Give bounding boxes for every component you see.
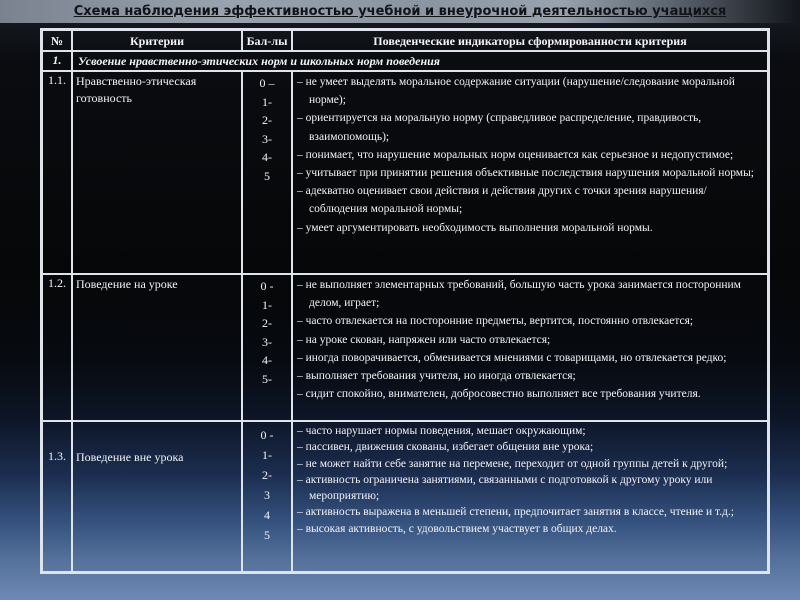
indicator-item: – на уроке скован, напряжен или часто отвлекается;	[297, 333, 551, 346]
score-value: 2-	[262, 316, 272, 330]
indicator-item: – иногда поворачивается, обменивается мнениями с товарищами, но отвлекается редко;	[297, 351, 727, 364]
title-band	[0, 0, 800, 23]
indicator-item: – часто отвлекается на посторонние предметы, вертится, постоянно отвлекается;	[297, 315, 694, 328]
indicators-cell	[293, 275, 767, 422]
score-value: 5	[264, 168, 270, 183]
col-header-score: Бал-лы	[243, 31, 293, 52]
col-header-criteria: Критерии	[73, 31, 243, 52]
score-cell	[243, 275, 293, 422]
criteria-cell: Нравственно-этическая готовность	[73, 72, 243, 275]
score-value: 5	[264, 528, 270, 542]
indicator-item: – адекватно оценивает свои действия и действия других с точки зрения нарушения/соблюдения моральной нормы;	[297, 185, 707, 216]
col-header-indicators: Поведенческие индикаторы сформированности критерия	[293, 31, 767, 52]
indicator-item: – учитывает при принятии решения объективные последствия нарушения моральной нормы;	[297, 167, 754, 180]
score-value: 4-	[262, 150, 272, 164]
score-value: 4-	[262, 353, 272, 367]
score-value: 4	[264, 508, 270, 522]
indicator-item: – высокая активность, с удовольствием участвует в общих делах.	[297, 522, 617, 535]
indicator-item: – понимает, что нарушение моральных норм оценивается как серьезное и недопустимое;	[297, 148, 734, 161]
indicator-item: – сидит спокойно, внимателен, добросовестно выполняет все требования учителя.	[297, 388, 701, 401]
indicators-cell	[293, 422, 767, 571]
indicator-item: – активность выражена в меньшей степени, предпочитает занятия в классе, чтение и т.д.;	[297, 506, 734, 519]
score-value: 0 -	[260, 279, 274, 293]
score-value: 0 –	[259, 76, 275, 90]
score-value: 3	[264, 488, 270, 502]
score-value: 1-	[262, 94, 272, 109]
indicator-item: – пассивен, движения скованы, избегает общения вне урока;	[297, 441, 594, 454]
row-number: 1.1.	[43, 72, 73, 275]
col-header-num: №	[43, 31, 73, 52]
indicators-cell	[293, 72, 767, 275]
criteria-cell: Поведение вне урока	[73, 422, 243, 571]
score-value: 3-	[262, 334, 272, 349]
indicator-item: – ориентируется на моральную норму (справедливое распределение, правдивость, взаимопомощь);	[297, 112, 702, 143]
score-cell	[243, 422, 293, 571]
score-value: 1-	[262, 297, 272, 312]
indicator-item: – не умеет выделять моральное содержание ситуации (нарушение/следование моральной норме);	[297, 76, 735, 107]
observation-table	[40, 28, 770, 574]
score-value: 3-	[262, 131, 272, 146]
score-value: 0 -	[260, 428, 274, 442]
score-value: 5-	[262, 371, 272, 386]
indicator-item: – не может найти себе занятие на перемене, переходит от одной группы детей к другой;	[297, 457, 728, 470]
score-value: 2-	[262, 113, 272, 127]
row-number: 1.3.	[43, 422, 73, 571]
score-cell	[243, 72, 293, 275]
indicator-item: – умеет аргументировать необходимость выполнения моральной нормы.	[297, 221, 653, 234]
section-title: Усвоение нравственно-этических норм и школьных норм поведения	[73, 52, 767, 72]
row-number: 1.2.	[43, 275, 73, 422]
score-value: 1-	[262, 448, 272, 462]
criteria-cell: Поведение на уроке	[73, 275, 243, 422]
section-number: 1.	[43, 52, 73, 72]
slide-title: Схема наблюдения эффективностью учебной и внеурочной деятельностью учащихся	[73, 4, 727, 19]
indicator-item: – не выполняет элементарных требований, большую часть урока занимается посторонним делом, играет;	[297, 279, 741, 310]
score-value: 2-	[262, 468, 272, 482]
indicator-item: – активность ограничена занятиями, связанными с подготовкой к другому уроку или мероприятию;	[297, 473, 713, 503]
indicator-item: – выполняет требования учителя, но иногда отвлекается;	[297, 370, 576, 383]
indicator-item: – часто нарушает нормы поведения, мешает окружающим;	[297, 425, 586, 437]
